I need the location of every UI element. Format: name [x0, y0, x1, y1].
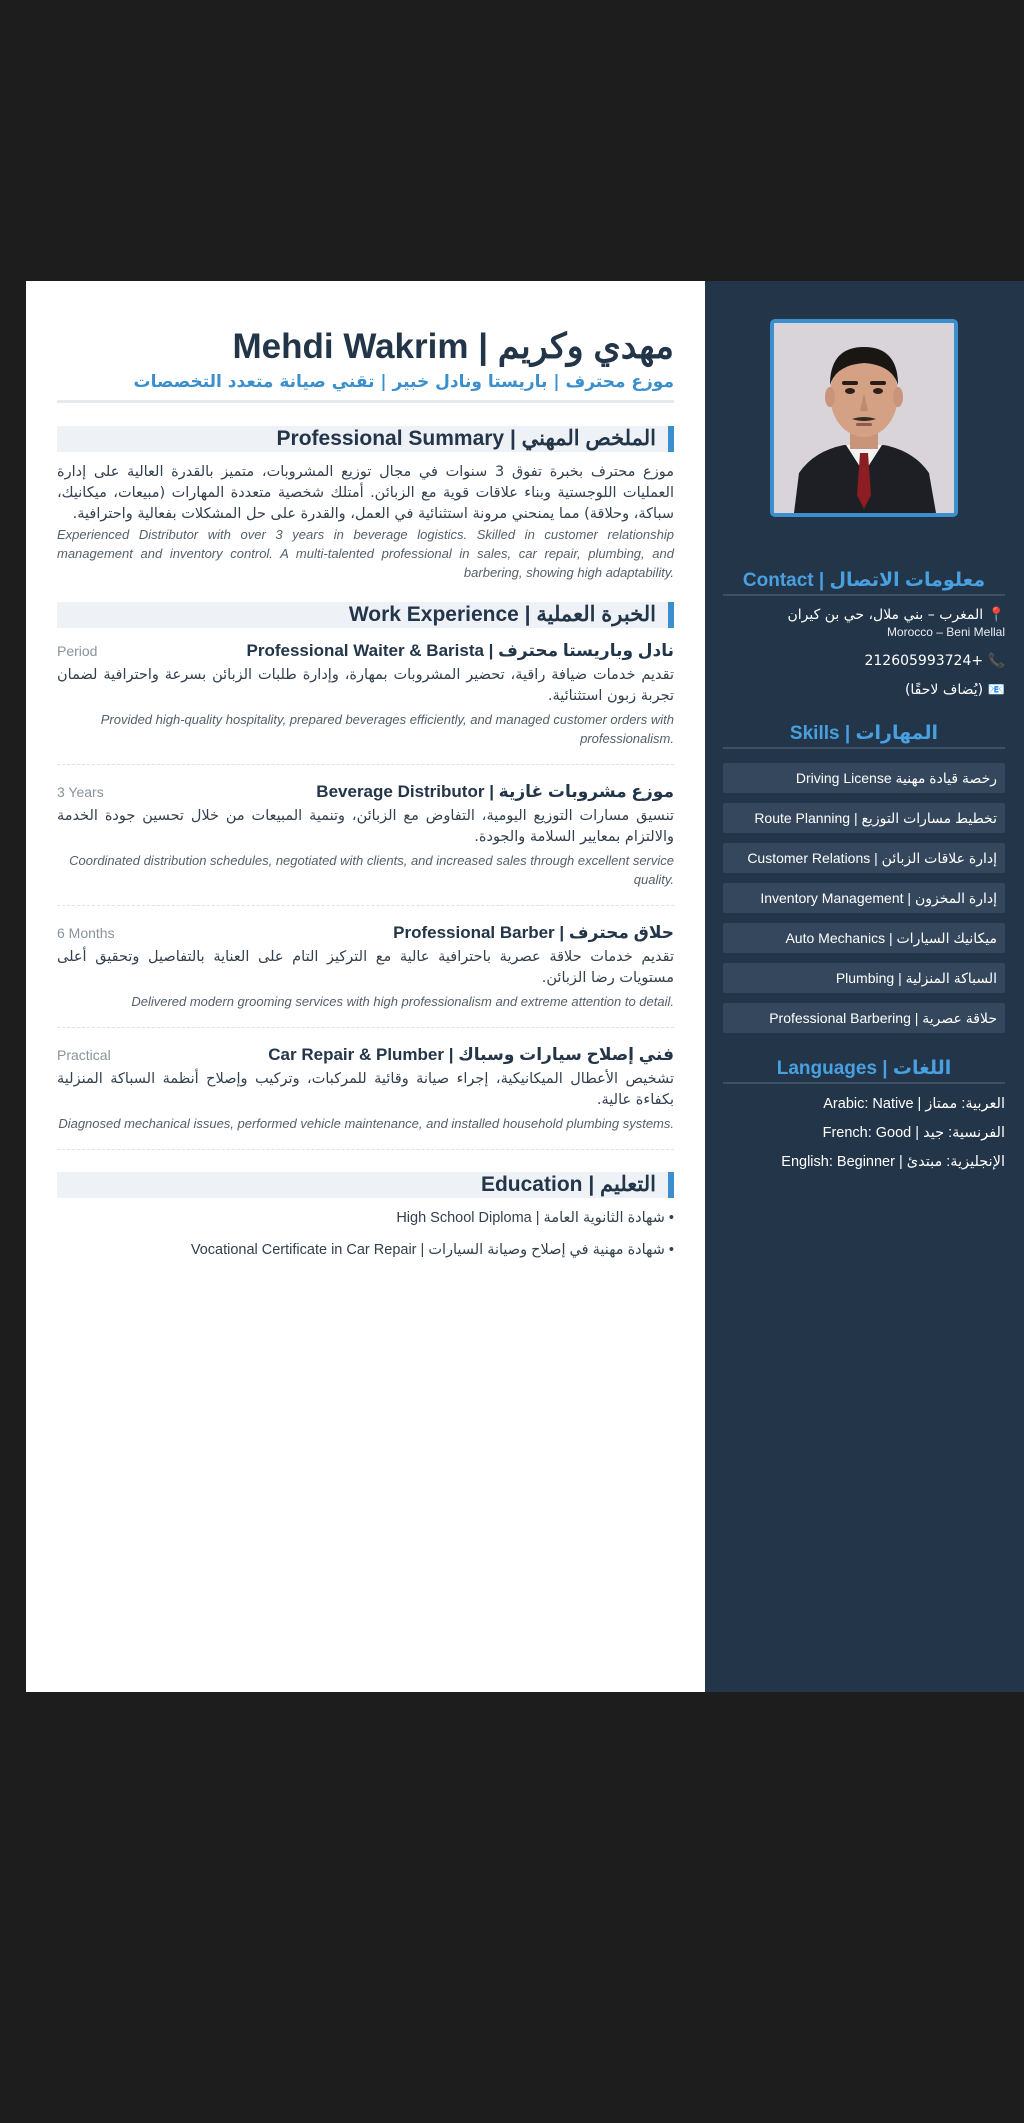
job-period: 6 Months: [57, 925, 115, 941]
job-subtitle: موزع محترف | باريستا ونادل خبير | تقني صيانة متعدد التخصصات: [133, 372, 674, 392]
skill-item: تخطيط مسارات التوزيع | Route Planning: [723, 803, 1005, 833]
language-item: العربية: ممتاز | Arabic: Native: [823, 1096, 1005, 1112]
profile-photo: [770, 319, 958, 517]
job-description-arabic: تشخيص الأعطال الميكانيكية، إجراء صيانة وقائية للمركبات، وتركيب وإصلاح أنظمة السباكة المنزلية بكفاءة عالية.: [57, 1071, 674, 1108]
job-divider: [57, 905, 674, 906]
skills-section-title: المهارات | Skills: [723, 722, 1005, 749]
job-title: حلاق محترف | Professional Barber: [393, 923, 674, 942]
skill-item: السباكة المنزلية | Plumbing: [723, 963, 1005, 993]
job-period: Practical: [57, 1047, 111, 1063]
resume-page: [26, 281, 1024, 1692]
job-period: 3 Years: [57, 784, 104, 800]
language-item: الإنجليزية: مبتدئ | English: Beginner: [781, 1154, 1005, 1170]
language-item: الفرنسية: جيد | French: Good: [822, 1125, 1005, 1141]
summary-english: Experienced Distributor with over 3 years in beverage logistics. Skilled in customer relationship management and inventory control. A multi-talented professional in sales, car repair, plumbing, and barbering, showing high adaptability.: [57, 527, 674, 580]
contact-phone: 📞 +212605993724: [864, 653, 1005, 669]
job-description-english: Provided high-quality hospitality, prepared beverages efficiently, and managed customer orders with professionalism.: [100, 712, 674, 746]
job-entry: [57, 780, 674, 906]
job-description-english: Diagnosed mechanical issues, performed vehicle maintenance, and installed household plumbing systems.: [58, 1116, 674, 1131]
job-title: فني إصلاح سيارات وسباك | Car Repair & Plumber: [268, 1045, 674, 1064]
profile-photo-illustration: [774, 323, 954, 513]
skill-item: حلاقة عصرية | Professional Barbering: [723, 1003, 1005, 1033]
job-description-arabic: تقديم خدمات ضيافة راقية، تحضير المشروبات بمهارة، وإدارة طلبات الزبائن بسرعة واحترافية لضمان تجربة زبون استثنائية.: [57, 667, 674, 704]
summary-arabic: موزع محترف بخبرة تفوق 3 سنوات في مجال توزيع المشروبات، متميز بالقدرة العالية على إدارة العمليات اللوجستية وبناء علاقات قوية مع الزبائن. أمتلك شخصية متعددة المهارات (مبيعات، ميكانيك، سباكة، وحلاقة) مما يمنحني مرونة استثنائية في العمل، والقدرة على حل المشكلات بفعالية واحترافية.: [57, 464, 674, 522]
languages-list: [723, 1090, 1005, 1177]
skills-list: [723, 763, 1005, 1033]
education-section-title: التعليم | Education: [57, 1172, 674, 1198]
contact-location-english: Morocco – Beni Mellal: [886, 625, 1005, 639]
job-entry: [57, 1043, 674, 1150]
job-divider: [57, 764, 674, 765]
contact-email: 📧 (يُضاف لاحقًا): [904, 682, 1005, 698]
skill-item: رخصة قيادة مهنية Driving License: [723, 763, 1005, 793]
job-description-english: Delivered modern grooming services with high professionalism and extreme attention to detail.: [131, 994, 674, 1009]
skill-item: إدارة علاقات الزبائن | Customer Relations: [723, 843, 1005, 873]
job-description-arabic: تقديم خدمات حلاقة عصرية باحترافية عالية مع التركيز التام على العناية بالتفاصيل وتحقيق أعلى مستويات رضا الزبائن.: [57, 949, 674, 986]
summary-section-title: الملخص المهني | Professional Summary: [57, 426, 674, 452]
header-divider: [57, 400, 674, 403]
job-title: موزع مشروبات غازية | Beverage Distributor: [316, 782, 674, 801]
job-divider: [57, 1027, 674, 1028]
education-item: • شهادة مهنية في إصلاح وصيانة السيارات | Vocational Certificate in Car Repair: [190, 1242, 674, 1258]
contact-location: 📍 المغرب – بني ملال، حي بن كيران: [787, 607, 1005, 623]
sidebar: [705, 281, 1024, 1692]
education-item: • شهادة الثانوية العامة | High School Diploma: [396, 1210, 674, 1226]
job-description-english: Coordinated distribution schedules, negotiated with clients, and increased sales through excellent service quality.: [69, 853, 674, 887]
job-description-arabic: تنسيق مسارات التوزيع اليومية، التفاوض مع الزبائن، وتنمية المبيعات من خلال تحسين جودة الخدمة والالتزام بمعايير السلامة والجودة.: [57, 808, 674, 845]
job-entry: [57, 639, 674, 765]
person-name: مهدي وكريم | Mehdi Wakrim: [232, 327, 674, 366]
languages-section-title: اللغات | Languages: [723, 1057, 1005, 1084]
job-period: Period: [57, 643, 98, 659]
skill-item: إدارة المخزون | Inventory Management: [723, 883, 1005, 913]
contact-section-title: معلومات الاتصال | Contact: [723, 569, 1005, 596]
job-title: نادل وباريستا محترف | Professional Waiter & Barista: [246, 641, 674, 660]
job-entry: [57, 921, 674, 1028]
main-column: [26, 281, 705, 1692]
job-divider: [57, 1149, 674, 1150]
skill-item: ميكانيك السيارات | Auto Mechanics: [723, 923, 1005, 953]
experience-section-title: الخبرة العملية | Work Experience: [57, 602, 674, 628]
